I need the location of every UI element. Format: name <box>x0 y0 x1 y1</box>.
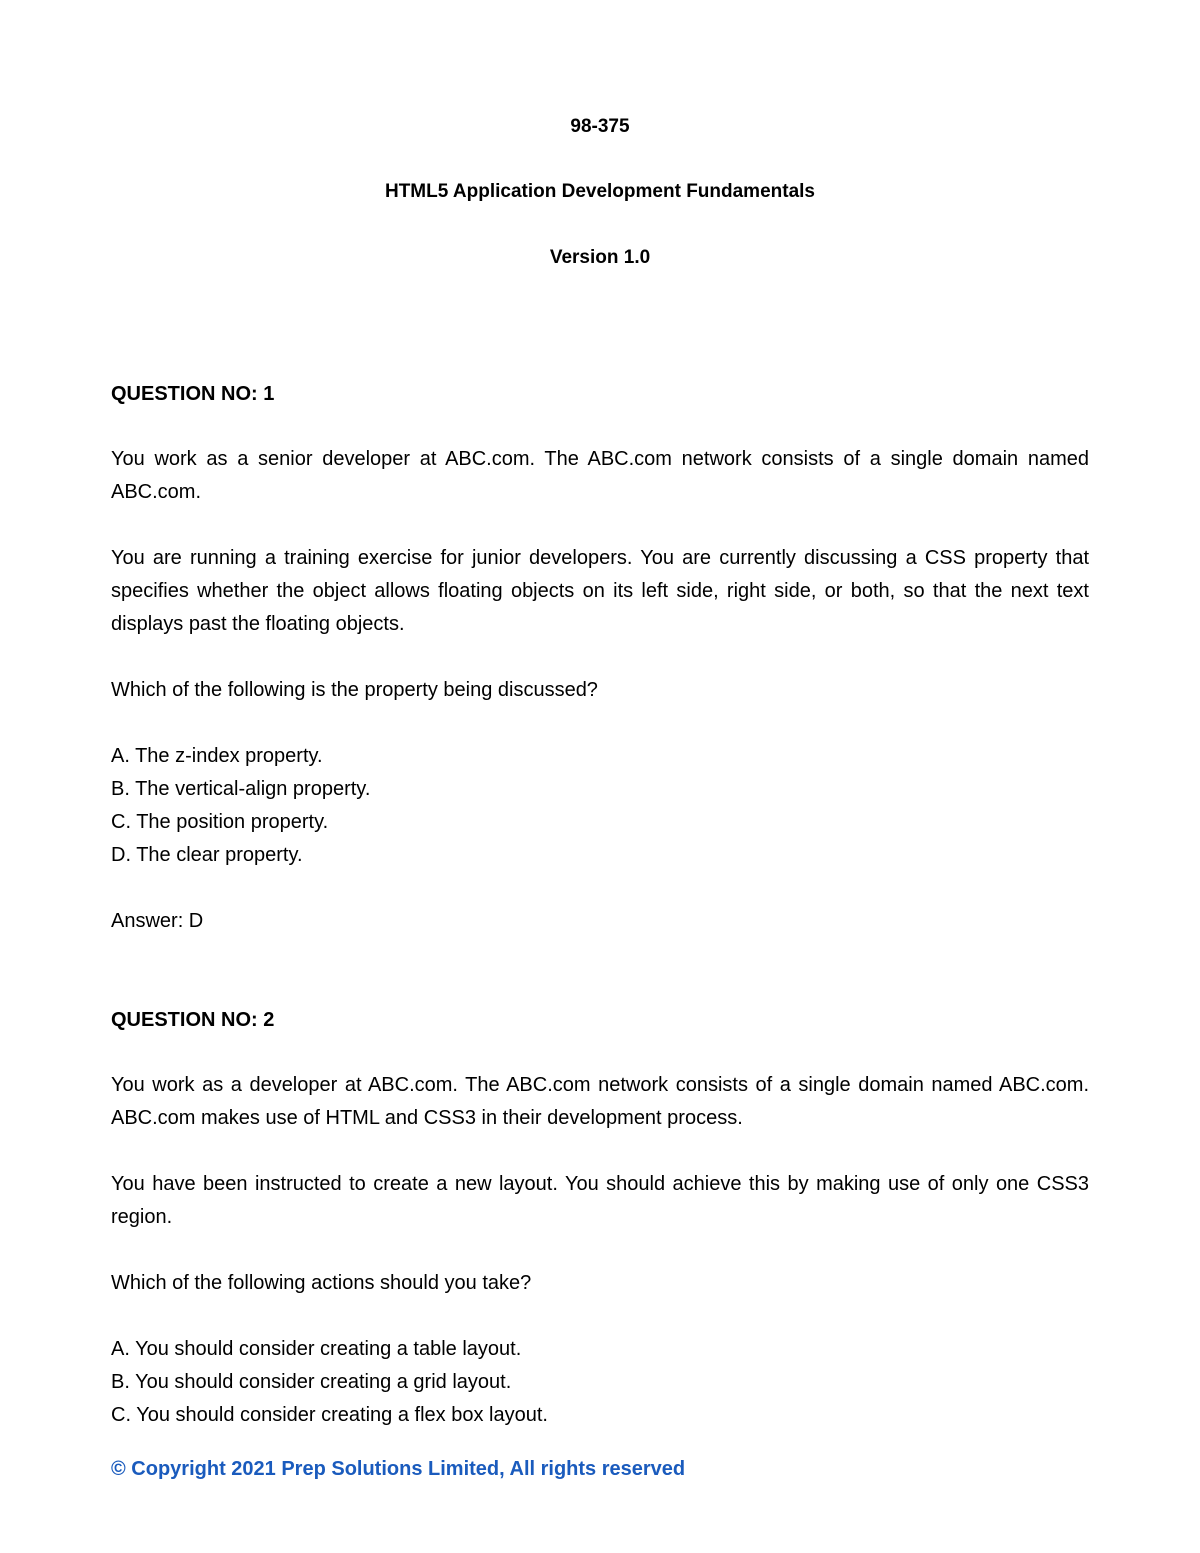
exam-title: HTML5 Application Development Fundamentals <box>384 181 815 202</box>
question-paragraph: You have been instructed to create a new layout. You should achieve this by making use of only one CSS3 region. <box>111 1173 1089 1228</box>
question-paragraph: You are running a training exercise for junior developers. You are currently discussing a CSS property that specifies whether the object allows floating objects on its left side, right side, or both, so that the next text displays past the floating objects. <box>111 547 1089 635</box>
question-heading: QUESTION NO: 1 <box>111 383 275 405</box>
answer-text: Answer: D <box>111 910 204 932</box>
question-1 <box>111 378 1089 938</box>
copyright-footer: © Copyright 2021 Prep Solutions Limited, All rights reserved <box>111 1458 686 1480</box>
option-b: B. You should consider creating a grid layout. <box>111 1371 512 1393</box>
exam-code: 98-375 <box>570 116 630 137</box>
option-c: C. The position property. <box>111 811 329 833</box>
question-prompt: Which of the following is the property being discussed? <box>111 679 598 701</box>
question-2 <box>111 1004 1089 1432</box>
option-c: C. You should consider creating a flex box layout. <box>111 1404 548 1426</box>
option-a: A. The z-index property. <box>111 745 323 767</box>
answer-options <box>111 740 1089 872</box>
question-paragraph: You work as a developer at ABC.com. The ABC.com network consists of a single domain named ABC.com. ABC.com makes use of HTML and CSS3 in their development process. <box>111 1074 1089 1129</box>
option-b: B. The vertical-align property. <box>111 778 371 800</box>
question-paragraph: You work as a senior developer at ABC.com. The ABC.com network consists of a single domain named ABC.com. <box>111 448 1089 503</box>
version-label: Version 1.0 <box>549 247 651 268</box>
question-heading: QUESTION NO: 2 <box>111 1009 275 1031</box>
question-prompt: Which of the following actions should you take? <box>111 1272 532 1294</box>
option-d: D. The clear property. <box>111 844 303 866</box>
answer-options <box>111 1333 1089 1432</box>
option-a: A. You should consider creating a table layout. <box>111 1338 522 1360</box>
